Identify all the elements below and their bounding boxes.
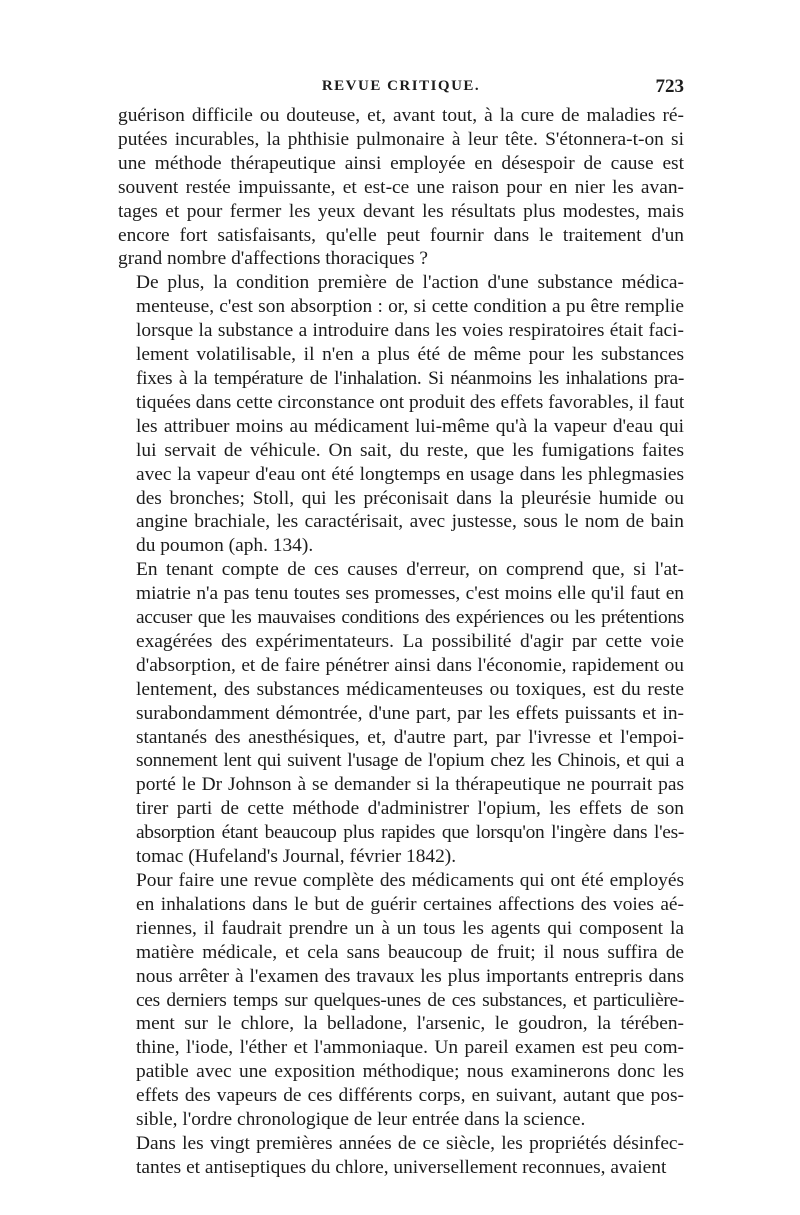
text-line: tirer parti de cette méthode d'administrer l'opium, les effets de son xyxy=(136,798,684,820)
text-line: thine, l'iode, l'éther et l'ammoniaque. Un pareil examen est peu com- xyxy=(136,1037,684,1059)
text-line: sible, l'ordre chronologique de leur entrée dans la science. xyxy=(136,1109,586,1131)
text-line: avec la vapeur d'eau ont été longtemps en usage dans les phlegmasies xyxy=(136,463,684,485)
text-line: stantanés des anesthésiques, et, d'autre part, par l'ivresse et l'empoi- xyxy=(136,726,684,748)
paragraph xyxy=(118,558,684,869)
text-line: les attribuer moins au médicament lui-même qu'à la vapeur d'eau qui xyxy=(136,415,684,437)
text-line: nous arrêter à l'examen des travaux les plus importants entrepris dans xyxy=(136,965,684,987)
text-line: d'absorption, et de faire pénétrer ainsi dans l'économie, rapidement ou xyxy=(136,654,684,676)
text-line: encore fort satisfaisants, qu'elle peut fournir dans le traitement d'un xyxy=(118,224,684,246)
text-line: lui servait de véhicule. On sait, du reste, que les fumigations faites xyxy=(136,439,684,461)
text-line: tomac (Hufeland's Journal, février 1842). xyxy=(136,846,457,868)
text-line: angine brachiale, les caractérisait, avec justesse, sous le nom de bain xyxy=(136,511,684,533)
text-line: guérison difficile ou douteuse, et, avant tout, à la cure de maladies ré- xyxy=(118,105,684,126)
body-text xyxy=(118,104,684,1180)
text-line: souvent restée impuissante, et est-ce une raison pour en nier les avan- xyxy=(118,176,684,198)
text-line: miatrie n'a pas tenu toutes ses promesses, c'est moins elle qu'il faut en xyxy=(136,583,684,605)
paragraph xyxy=(118,869,684,1132)
text-line: sonnement lent qui suivent l'usage de l'opium chez les Chinois, et qui a xyxy=(136,750,684,772)
text-line: En tenant compte de ces causes d'erreur, on comprend que, si l'at- xyxy=(136,559,684,581)
text-line: des bronches; Stoll, qui les préconisait dans la pleurésie humide ou xyxy=(136,487,684,509)
text-line: lorsque la substance a introduire dans les voies respiratoires était faci- xyxy=(136,320,684,342)
text-line: lentement, des substances médicamenteuses ou toxiques, est du reste xyxy=(136,678,684,700)
page-header xyxy=(118,78,684,104)
text-line: patible avec une exposition méthodique; nous examinerons donc les xyxy=(136,1061,684,1083)
text-line: exagérées des expérimentateurs. La possibilité d'agir par cette voie xyxy=(136,630,684,652)
text-line: absorption étant beaucoup plus rapides que lorsqu'on l'ingère dans l'es- xyxy=(136,822,684,844)
text-line: grand nombre d'affections thoraciques ? xyxy=(118,248,429,270)
text-line: menteuse, c'est son absorption : or, si cette condition a pu être remplie xyxy=(136,296,684,318)
text-line: ces derniers temps sur quelques-unes de ces substances, et particulière- xyxy=(136,989,684,1011)
book-page xyxy=(118,78,684,1180)
text-line: surabondamment démontrée, d'une part, par les effets puissants et in- xyxy=(136,702,684,724)
paragraph xyxy=(118,271,684,558)
text-line: accuser que les mauvaises conditions des expériences ou les prétentions xyxy=(136,607,684,629)
text-line: matière médicale, et cela sans beaucoup de fruit; il nous suffira de xyxy=(136,941,684,963)
paragraph xyxy=(118,104,684,271)
text-line: Pour faire une revue complète des médicaments qui ont été employés xyxy=(136,870,684,891)
text-line: fixes à la température de l'inhalation. Si néanmoins les inhalations pra- xyxy=(136,367,684,389)
text-line: tiquées dans cette circonstance ont produit des effets favorables, il faut xyxy=(136,391,685,413)
text-line: du poumon (aph. 134). xyxy=(136,535,314,557)
text-line: en inhalations dans le but de guérir certaines affections des voies aé- xyxy=(136,893,684,915)
text-line: effets des vapeurs de ces différents corps, en suivant, autant que pos- xyxy=(136,1085,684,1107)
text-line: putées incurables, la phthisie pulmonaire à leur tête. S'étonnera-t-on si xyxy=(118,128,684,150)
text-line: De plus, la condition première de l'action d'une substance médica- xyxy=(136,272,684,294)
text-line: ment sur le chlore, la belladone, l'arsenic, le goudron, la térében- xyxy=(136,1013,684,1035)
running-head: REVUE CRITIQUE. xyxy=(321,78,481,94)
text-line: une méthode thérapeutique ainsi employée en désespoir de cause est xyxy=(118,152,684,174)
text-line: porté le Dr Johnson à se demander si la thérapeutique ne pourrait pas xyxy=(136,774,684,796)
text-line: tages et pour fermer les yeux devant les résultats plus modestes, mais xyxy=(118,200,684,222)
text-line: lement volatilisable, il n'en a plus été de même pour les substances xyxy=(136,344,684,366)
text-line: tantes et antiseptiques du chlore, universellement reconnues, avaient xyxy=(136,1156,667,1178)
text-line: Dans les vingt premières années de ce siècle, les propriétés désinfec- xyxy=(136,1132,684,1154)
text-line: riennes, il faudrait prendre un à un tous les agents qui composent la xyxy=(136,917,684,939)
paragraph xyxy=(118,1132,684,1180)
page-number: 723 xyxy=(655,76,684,97)
